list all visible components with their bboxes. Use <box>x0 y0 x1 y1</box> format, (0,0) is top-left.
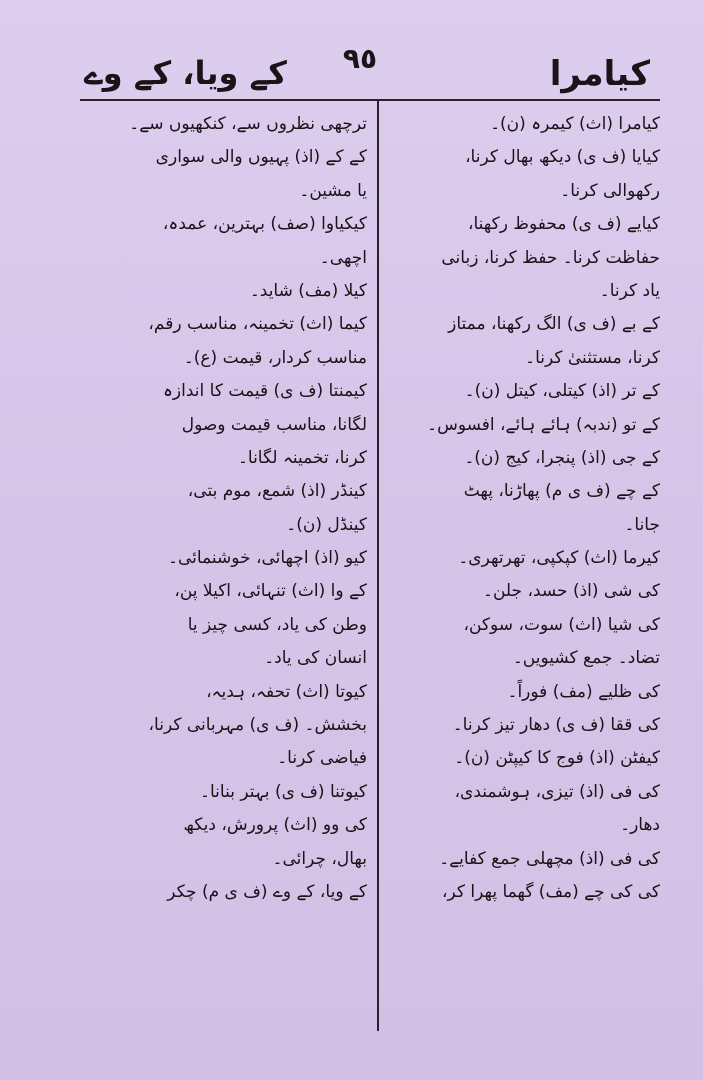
entry-line: کی فی (اذ) مچھلی جمع کفایے۔ <box>439 848 660 869</box>
entry-line: کیما (اث) تخمینہ، مناسب رقم، <box>148 314 367 335</box>
entry-line: فیاضی کرنا۔ <box>277 748 367 769</box>
entry-line: وطن کی یاد، کسی چیز یا <box>187 614 367 635</box>
entry-line: کی فی (اذ) تیزی، ہوشمندی، <box>454 781 660 802</box>
entry-line: کے تو (ندبہ) ہائے ہائے، افسوس۔ <box>427 414 660 435</box>
entry-line: کی کی چے (مف) گھما پھرا کر، <box>442 881 660 902</box>
entry-line: کی وو (اث) پرورش، دیکھ <box>183 815 367 836</box>
entry-line: کے ویا، کے وے (ف ی م) چکر <box>167 881 367 902</box>
entry-line: کیلا (مف) شاید۔ <box>249 280 367 301</box>
entry-line: یا مشین۔ <box>299 180 367 201</box>
entry-line: کیمنتا (ف ی) قیمت کا اندازہ <box>162 381 367 402</box>
entry-line: کیایے (ف ی) محفوظ رکھنا، <box>467 214 660 235</box>
entry-line: کرنا، تخمینہ لگانا۔ <box>237 447 367 468</box>
page-number: ٩٥ <box>342 42 378 75</box>
column-divider <box>377 101 379 1031</box>
right-column <box>390 108 660 909</box>
entry-line: کے کے (اذ) پہیوں والی سواری <box>155 147 367 168</box>
entry-line: کیامرا (اث) کیمرہ (ن)۔ <box>490 114 660 134</box>
entry-line: تضاد۔ جمع کشیویں۔ <box>512 648 660 669</box>
entry-line: کے تر (اذ) کیتلی، کیتل (ن)۔ <box>464 381 660 402</box>
entry-line: کیوتا (اث) تحفہ، ہدیہ، <box>206 681 367 702</box>
entry-line: کی شیا (اث) سوت، سوکن، <box>463 614 660 635</box>
header-left-title: کے ویا، کے وے <box>84 54 287 92</box>
entry-line: کرنا، مستثنیٰ کرنا۔ <box>525 347 660 368</box>
entry-line: کے چے (ف ی م) پھاڑنا، پھٹ <box>463 481 660 502</box>
page-header <box>60 40 650 100</box>
entry-line: اچھی۔ <box>319 247 367 268</box>
entry-line: حفاظت کرنا۔ حفظ کرنا، زبانی <box>441 247 660 268</box>
entry-line: کیو (اذ) اچھائی، خوشنمائی۔ <box>168 548 367 569</box>
left-column <box>85 108 367 909</box>
entry-line: کی ققا (ف ی) دھار تیز کرنا۔ <box>452 715 660 736</box>
entry-line: کے وا (اث) تنہائی، اکیلا پن، <box>174 581 367 602</box>
entry-line: بخشش۔ (ف ی) مہربانی کرنا، <box>148 715 367 736</box>
entry-line: کی شی (اذ) حسد، جلن۔ <box>483 581 660 602</box>
entry-line: مناسب کردار، قیمت (ع)۔ <box>183 347 367 368</box>
entry-line: کینڈر (اذ) شمع، موم بتی، <box>187 481 367 502</box>
entry-line: کیفٹن (اذ) فوج کا کیپٹن (ن)۔ <box>454 748 660 769</box>
entry-line: یاد کرنا۔ <box>599 280 660 301</box>
header-right-title: کیامرا <box>549 54 650 94</box>
entry-line: بھال، چرائی۔ <box>272 848 367 869</box>
entry-line: دھار۔ <box>620 815 660 836</box>
entry-line: کیوتنا (ف ی) بہتر بنانا۔ <box>200 781 367 802</box>
entry-line: کیرما (اث) کپکپی، تھرتھری۔ <box>458 548 660 569</box>
entry-line: کیکیاوا (صف) بہترین، عمدہ، <box>162 214 367 235</box>
entry-line: رکھوالی کرنا۔ <box>560 180 660 201</box>
entry-line: کے جی (اذ) پنجرا، کیج (ن)۔ <box>464 447 660 468</box>
entry-line: کی ظلیے (مف) فوراً۔ <box>507 681 660 702</box>
entry-line: جانا۔ <box>624 514 660 535</box>
entry-line: کینڈل (ن)۔ <box>286 514 367 535</box>
entry-line: لگانا، مناسب قیمت وصول <box>181 414 367 435</box>
entry-line: انسان کی یاد۔ <box>264 648 367 669</box>
entry-line: ترچھی نظروں سے، کنکھیوں سے۔ <box>129 114 367 134</box>
entry-line: کے بے (ف ی) الگ رکھنا، ممتاز <box>448 314 660 335</box>
header-rule <box>80 99 660 101</box>
entry-line: کیایا (ف ی) دیکھ بھال کرنا، <box>465 147 660 168</box>
